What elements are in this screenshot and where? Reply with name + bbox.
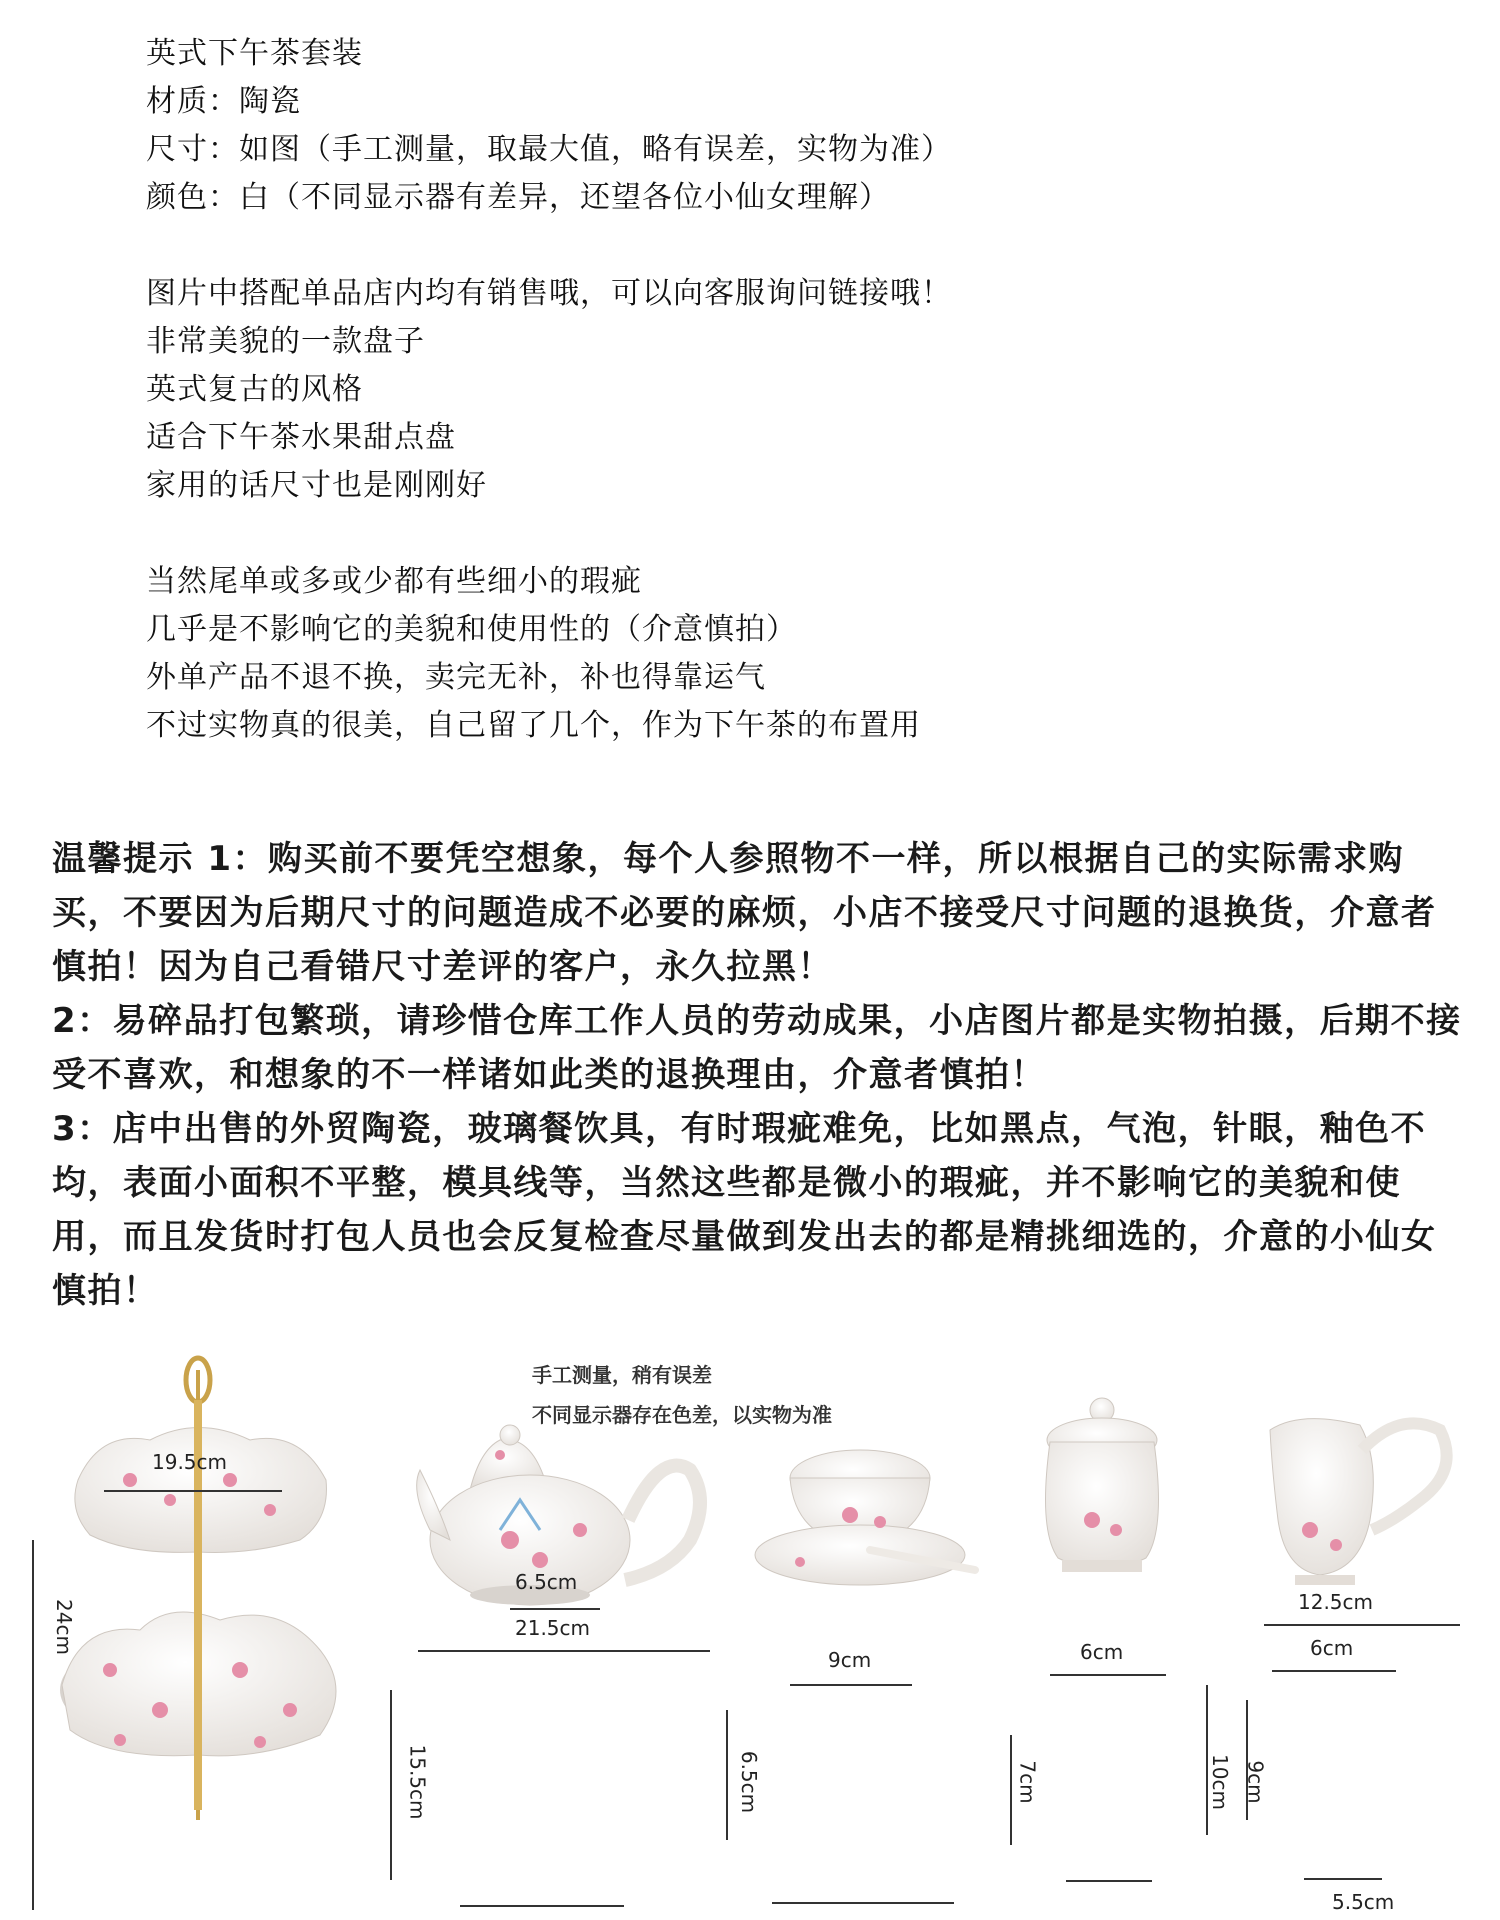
creamer-width-label: 12.5cm [1298,1590,1374,1614]
tip-1: 温馨提示 1：购买前不要凭空想象，每个人参照物不一样，所以根据自己的实际需求购买，不要因为后期尺寸的问题造成不必要的麻烦，小店不接受尺寸问题的退换货，介意者慎拍！因为自己看错尺寸差评的客户，永久拉黑！ [52,839,1437,987]
product-dimension-photo [0,1330,1500,1920]
intro-line: 适合下午茶水果甜点盘 [146,420,456,455]
teapot-height-label: 15.5cm [405,1744,430,1820]
teapot-width-line [418,1650,710,1652]
teapot-height-line [390,1690,392,1880]
product-intro [146,30,952,750]
sugar-bowl [1046,1398,1159,1572]
cup-width-line [790,1684,912,1686]
note-display: 不同显示器存在色差，以实物为准 [532,1403,832,1427]
teapot-lid-label: 6.5cm [515,1570,578,1594]
tip-2: 2：易碎品打包繁琐，请珍惜仓库工作人员的劳动成果，小店图片都是实物拍摄，后期不接受不喜欢，和想象的不一样诸如此类的退换理由，介意者慎拍！ [52,1001,1462,1095]
photo-note [532,1355,832,1435]
tray-width-label: 19.5cm [152,1450,228,1474]
creamer-height-label: 9cm [1243,1760,1268,1804]
creamer-top-line [1272,1670,1396,1672]
teapot-base-line [460,1905,624,1907]
cup-and-saucer [755,1450,975,1585]
creamer-width-line [1264,1624,1460,1626]
cake-stand [60,1358,336,1820]
tip-3: 3：店中出售的外贸陶瓷，玻璃餐饮具，有时瑕疵难免，比如黑点，气泡，针眼，釉色不均，表面小面积不平整，模具线等，当然这些都是微小的瑕疵，并不影响它的美貌和使用，而且发货时打包人员也会反复检查尽量做到发出去的都是精挑细选的，介意的小仙女慎拍！ [52,1109,1437,1311]
sugar-width-label: 6cm [1080,1640,1124,1664]
intro-line: 当然尾单或多或少都有些细小的瑕疵 [146,564,642,599]
tray-width-line [104,1490,282,1492]
creamer-base-label: 5.5cm [1332,1890,1395,1914]
teapot-lid-line [510,1608,600,1610]
intro-line: 英式下午茶套装 [146,36,363,71]
intro-line: 家用的话尺寸也是刚刚好 [146,468,487,503]
cup-base-line [772,1902,954,1904]
sugar-height-left-label: 7cm [1015,1760,1040,1804]
cup-height-label: 6.5cm [737,1750,762,1814]
sugar-width-line [1050,1674,1166,1676]
intro-line: 几乎是不影响它的美貌和使用性的（介意慎拍） [146,612,797,647]
intro-line: 非常美貌的一款盘子 [146,324,425,359]
creamer-jug [1270,1419,1447,1585]
sugar-height-right-label: 10cm [1207,1754,1232,1810]
tray-height-label: 24cm [51,1599,76,1655]
sugar-base-line [1066,1880,1152,1882]
intro-line: 不过实物真的很美，自己留了几个，作为下午茶的布置用 [146,708,921,743]
cup-width-label: 9cm [828,1648,872,1672]
intro-line: 尺寸：如图（手工测量，取最大值，略有误差，实物为准） [146,132,952,167]
purchase-tips [52,832,1462,1318]
intro-line: 材质：陶瓷 [146,84,301,119]
creamer-top-label: 6cm [1310,1636,1354,1660]
intro-line: 图片中搭配单品店内均有销售哦，可以向客服询问链接哦！ [146,276,952,311]
intro-line: 外单产品不退不换，卖完无补，补也得靠运气 [146,660,766,695]
intro-line: 颜色：白（不同显示器有差异，还望各位小仙女理解） [146,180,890,215]
tray-height-line [32,1540,34,1910]
teapot-width-label: 21.5cm [515,1616,591,1640]
intro-line: 英式复古的风格 [146,372,363,407]
cup-height-line [726,1710,728,1840]
note-measurement: 手工测量，稍有误差 [532,1363,712,1387]
creamer-base-line [1304,1878,1382,1880]
sugar-height-left-line [1010,1735,1012,1845]
